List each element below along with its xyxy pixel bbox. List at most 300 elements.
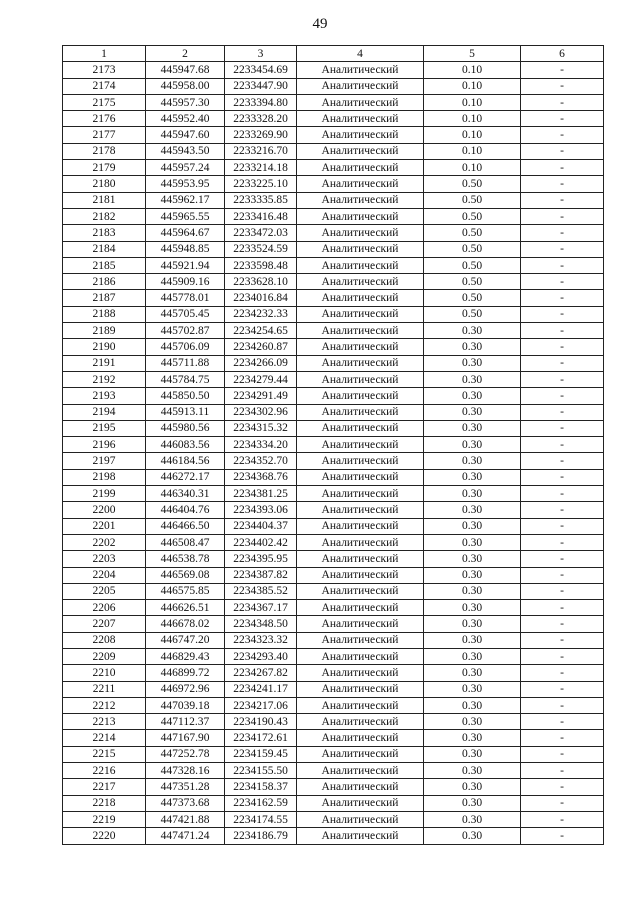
accuracy-cell: 0.30 [424, 453, 521, 469]
y-coordinate-cell: 2234172.61 [225, 730, 297, 746]
x-coordinate-cell: 447471.24 [146, 828, 225, 844]
accuracy-cell: 0.50 [424, 208, 521, 224]
y-coordinate-cell: 2234352.70 [225, 453, 297, 469]
table-row [63, 208, 604, 224]
accuracy-cell: 0.30 [424, 371, 521, 387]
y-coordinate-cell: 2234232.33 [225, 306, 297, 322]
method-cell: Аналитический [297, 257, 424, 273]
table-row [63, 632, 604, 648]
method-cell: Аналитический [297, 225, 424, 241]
note-cell: - [521, 714, 604, 730]
note-cell: - [521, 192, 604, 208]
y-coordinate-cell: 2234381.25 [225, 486, 297, 502]
table-row [63, 583, 604, 599]
x-coordinate-cell: 445711.88 [146, 355, 225, 371]
point-number-cell: 2174 [63, 78, 146, 94]
point-number-cell: 2196 [63, 437, 146, 453]
note-cell: - [521, 290, 604, 306]
y-coordinate-cell: 2233447.90 [225, 78, 297, 94]
point-number-cell: 2173 [63, 62, 146, 78]
note-cell: - [521, 632, 604, 648]
table-row [63, 127, 604, 143]
x-coordinate-cell: 446678.02 [146, 616, 225, 632]
table-row [63, 225, 604, 241]
point-number-cell: 2198 [63, 469, 146, 485]
table-row [63, 763, 604, 779]
point-number-cell: 2202 [63, 534, 146, 550]
y-coordinate-cell: 2233328.20 [225, 111, 297, 127]
method-cell: Аналитический [297, 290, 424, 306]
point-number-cell: 2212 [63, 697, 146, 713]
y-coordinate-cell: 2234393.06 [225, 502, 297, 518]
y-coordinate-cell: 2234162.59 [225, 795, 297, 811]
accuracy-cell: 0.30 [424, 420, 521, 436]
note-cell: - [521, 274, 604, 290]
table-row [63, 665, 604, 681]
method-cell: Аналитический [297, 697, 424, 713]
y-coordinate-cell: 2233335.85 [225, 192, 297, 208]
point-number-cell: 2177 [63, 127, 146, 143]
x-coordinate-cell: 446508.47 [146, 534, 225, 550]
note-cell: - [521, 665, 604, 681]
accuracy-cell: 0.10 [424, 94, 521, 110]
point-number-cell: 2181 [63, 192, 146, 208]
method-cell: Аналитический [297, 371, 424, 387]
accuracy-cell: 0.30 [424, 583, 521, 599]
point-number-cell: 2206 [63, 600, 146, 616]
table-row [63, 616, 604, 632]
y-coordinate-cell: 2234302.96 [225, 404, 297, 420]
y-coordinate-cell: 2233394.80 [225, 94, 297, 110]
x-coordinate-cell: 445948.85 [146, 241, 225, 257]
accuracy-cell: 0.50 [424, 274, 521, 290]
table-row [63, 714, 604, 730]
y-coordinate-cell: 2234241.17 [225, 681, 297, 697]
method-cell: Аналитический [297, 486, 424, 502]
y-coordinate-cell: 2233214.18 [225, 160, 297, 176]
method-cell: Аналитический [297, 192, 424, 208]
x-coordinate-cell: 447351.28 [146, 779, 225, 795]
table-row [63, 323, 604, 339]
table-row [63, 355, 604, 371]
table-header-row [63, 46, 604, 62]
x-coordinate-cell: 445953.95 [146, 176, 225, 192]
table-row [63, 534, 604, 550]
note-cell: - [521, 420, 604, 436]
x-coordinate-cell: 445778.01 [146, 290, 225, 306]
accuracy-cell: 0.30 [424, 648, 521, 664]
coordinates-table [62, 45, 604, 845]
table-row [63, 290, 604, 306]
point-number-cell: 2195 [63, 420, 146, 436]
y-coordinate-cell: 2234267.82 [225, 665, 297, 681]
point-number-cell: 2193 [63, 388, 146, 404]
point-number-cell: 2201 [63, 518, 146, 534]
note-cell: - [521, 730, 604, 746]
table-body [63, 62, 604, 844]
x-coordinate-cell: 446829.43 [146, 648, 225, 664]
x-coordinate-cell: 445965.55 [146, 208, 225, 224]
table-row [63, 339, 604, 355]
accuracy-cell: 0.30 [424, 828, 521, 844]
table-row [63, 143, 604, 159]
method-cell: Аналитический [297, 404, 424, 420]
note-cell: - [521, 453, 604, 469]
y-coordinate-cell: 2233225.10 [225, 176, 297, 192]
accuracy-cell: 0.30 [424, 632, 521, 648]
point-number-cell: 2208 [63, 632, 146, 648]
method-cell: Аналитический [297, 828, 424, 844]
x-coordinate-cell: 447039.18 [146, 697, 225, 713]
point-number-cell: 2179 [63, 160, 146, 176]
x-coordinate-cell: 445784.75 [146, 371, 225, 387]
table-row [63, 388, 604, 404]
note-cell: - [521, 567, 604, 583]
point-number-cell: 2189 [63, 323, 146, 339]
y-coordinate-cell: 2233454.69 [225, 62, 297, 78]
accuracy-cell: 0.50 [424, 257, 521, 273]
note-cell: - [521, 127, 604, 143]
note-cell: - [521, 160, 604, 176]
method-cell: Аналитический [297, 176, 424, 192]
y-coordinate-cell: 2234387.82 [225, 567, 297, 583]
y-coordinate-cell: 2234334.20 [225, 437, 297, 453]
method-cell: Аналитический [297, 583, 424, 599]
x-coordinate-cell: 445947.60 [146, 127, 225, 143]
point-number-cell: 2220 [63, 828, 146, 844]
point-number-cell: 2209 [63, 648, 146, 664]
note-cell: - [521, 811, 604, 827]
x-coordinate-cell: 445980.56 [146, 420, 225, 436]
note-cell: - [521, 62, 604, 78]
y-coordinate-cell: 2234016.84 [225, 290, 297, 306]
point-number-cell: 2204 [63, 567, 146, 583]
method-cell: Аналитический [297, 127, 424, 143]
point-number-cell: 2184 [63, 241, 146, 257]
table-row [63, 600, 604, 616]
method-cell: Аналитический [297, 551, 424, 567]
method-cell: Аналитический [297, 62, 424, 78]
column-header: 3 [225, 46, 297, 62]
y-coordinate-cell: 2233269.90 [225, 127, 297, 143]
note-cell: - [521, 388, 604, 404]
method-cell: Аналитический [297, 665, 424, 681]
table-row [63, 453, 604, 469]
x-coordinate-cell: 446340.31 [146, 486, 225, 502]
point-number-cell: 2211 [63, 681, 146, 697]
accuracy-cell: 0.10 [424, 143, 521, 159]
table-row [63, 94, 604, 110]
note-cell: - [521, 94, 604, 110]
point-number-cell: 2182 [63, 208, 146, 224]
x-coordinate-cell: 445921.94 [146, 257, 225, 273]
y-coordinate-cell: 2233416.48 [225, 208, 297, 224]
method-cell: Аналитический [297, 453, 424, 469]
note-cell: - [521, 111, 604, 127]
accuracy-cell: 0.50 [424, 290, 521, 306]
page-number: 49 [312, 16, 328, 32]
table-row [63, 795, 604, 811]
y-coordinate-cell: 2234404.37 [225, 518, 297, 534]
point-number-cell: 2219 [63, 811, 146, 827]
table-row [63, 502, 604, 518]
note-cell: - [521, 355, 604, 371]
point-number-cell: 2210 [63, 665, 146, 681]
accuracy-cell: 0.30 [424, 469, 521, 485]
accuracy-cell: 0.30 [424, 486, 521, 502]
method-cell: Аналитический [297, 143, 424, 159]
table-row [63, 486, 604, 502]
x-coordinate-cell: 447252.78 [146, 746, 225, 762]
table-row [63, 828, 604, 844]
x-coordinate-cell: 446184.56 [146, 453, 225, 469]
x-coordinate-cell: 445947.68 [146, 62, 225, 78]
column-header: 6 [521, 46, 604, 62]
note-cell: - [521, 616, 604, 632]
note-cell: - [521, 518, 604, 534]
point-number-cell: 2190 [63, 339, 146, 355]
x-coordinate-cell: 447328.16 [146, 763, 225, 779]
column-header: 1 [63, 46, 146, 62]
method-cell: Аналитический [297, 795, 424, 811]
point-number-cell: 2216 [63, 763, 146, 779]
accuracy-cell: 0.10 [424, 62, 521, 78]
note-cell: - [521, 208, 604, 224]
point-number-cell: 2207 [63, 616, 146, 632]
method-cell: Аналитический [297, 518, 424, 534]
accuracy-cell: 0.30 [424, 746, 521, 762]
method-cell: Аналитический [297, 616, 424, 632]
accuracy-cell: 0.10 [424, 127, 521, 143]
accuracy-cell: 0.30 [424, 697, 521, 713]
table-row [63, 62, 604, 78]
point-number-cell: 2203 [63, 551, 146, 567]
y-coordinate-cell: 2234323.32 [225, 632, 297, 648]
y-coordinate-cell: 2234159.45 [225, 746, 297, 762]
x-coordinate-cell: 445957.24 [146, 160, 225, 176]
accuracy-cell: 0.30 [424, 437, 521, 453]
point-number-cell: 2218 [63, 795, 146, 811]
method-cell: Аналитический [297, 730, 424, 746]
y-coordinate-cell: 2234266.09 [225, 355, 297, 371]
point-number-cell: 2192 [63, 371, 146, 387]
x-coordinate-cell: 447112.37 [146, 714, 225, 730]
accuracy-cell: 0.50 [424, 192, 521, 208]
x-coordinate-cell: 445957.30 [146, 94, 225, 110]
method-cell: Аналитический [297, 111, 424, 127]
method-cell: Аналитический [297, 94, 424, 110]
table-row [63, 697, 604, 713]
accuracy-cell: 0.30 [424, 779, 521, 795]
note-cell: - [521, 404, 604, 420]
y-coordinate-cell: 2234315.32 [225, 420, 297, 436]
point-number-cell: 2199 [63, 486, 146, 502]
note-cell: - [521, 486, 604, 502]
y-coordinate-cell: 2234158.37 [225, 779, 297, 795]
y-coordinate-cell: 2234155.50 [225, 763, 297, 779]
x-coordinate-cell: 445850.50 [146, 388, 225, 404]
note-cell: - [521, 534, 604, 550]
note-cell: - [521, 143, 604, 159]
x-coordinate-cell: 447421.88 [146, 811, 225, 827]
x-coordinate-cell: 445702.87 [146, 323, 225, 339]
method-cell: Аналитический [297, 469, 424, 485]
column-header: 2 [146, 46, 225, 62]
y-coordinate-cell: 2234260.87 [225, 339, 297, 355]
method-cell: Аналитический [297, 600, 424, 616]
note-cell: - [521, 323, 604, 339]
accuracy-cell: 0.10 [424, 111, 521, 127]
point-number-cell: 2183 [63, 225, 146, 241]
table-row [63, 404, 604, 420]
y-coordinate-cell: 2234368.76 [225, 469, 297, 485]
point-number-cell: 2176 [63, 111, 146, 127]
y-coordinate-cell: 2234291.49 [225, 388, 297, 404]
x-coordinate-cell: 446626.51 [146, 600, 225, 616]
method-cell: Аналитический [297, 534, 424, 550]
table-row [63, 437, 604, 453]
method-cell: Аналитический [297, 208, 424, 224]
method-cell: Аналитический [297, 160, 424, 176]
y-coordinate-cell: 2234190.43 [225, 714, 297, 730]
point-number-cell: 2200 [63, 502, 146, 518]
point-number-cell: 2213 [63, 714, 146, 730]
method-cell: Аналитический [297, 779, 424, 795]
method-cell: Аналитический [297, 355, 424, 371]
method-cell: Аналитический [297, 648, 424, 664]
y-coordinate-cell: 2233628.10 [225, 274, 297, 290]
x-coordinate-cell: 446569.08 [146, 567, 225, 583]
table-row [63, 811, 604, 827]
accuracy-cell: 0.50 [424, 241, 521, 257]
accuracy-cell: 0.30 [424, 795, 521, 811]
x-coordinate-cell: 445909.16 [146, 274, 225, 290]
table-row [63, 648, 604, 664]
method-cell: Аналитический [297, 306, 424, 322]
x-coordinate-cell: 445952.40 [146, 111, 225, 127]
note-cell: - [521, 339, 604, 355]
y-coordinate-cell: 2234293.40 [225, 648, 297, 664]
table-row [63, 567, 604, 583]
accuracy-cell: 0.30 [424, 600, 521, 616]
x-coordinate-cell: 447373.68 [146, 795, 225, 811]
table-row [63, 78, 604, 94]
point-number-cell: 2186 [63, 274, 146, 290]
point-number-cell: 2188 [63, 306, 146, 322]
y-coordinate-cell: 2234385.52 [225, 583, 297, 599]
method-cell: Аналитический [297, 714, 424, 730]
x-coordinate-cell: 445913.11 [146, 404, 225, 420]
point-number-cell: 2175 [63, 94, 146, 110]
method-cell: Аналитический [297, 420, 424, 436]
accuracy-cell: 0.30 [424, 681, 521, 697]
y-coordinate-cell: 2234279.44 [225, 371, 297, 387]
note-cell: - [521, 241, 604, 257]
x-coordinate-cell: 445964.67 [146, 225, 225, 241]
method-cell: Аналитический [297, 632, 424, 648]
table-row [63, 160, 604, 176]
x-coordinate-cell: 446466.50 [146, 518, 225, 534]
note-cell: - [521, 648, 604, 664]
method-cell: Аналитический [297, 78, 424, 94]
y-coordinate-cell: 2234395.95 [225, 551, 297, 567]
table-row [63, 192, 604, 208]
table-row [63, 257, 604, 273]
x-coordinate-cell: 446404.76 [146, 502, 225, 518]
method-cell: Аналитический [297, 567, 424, 583]
accuracy-cell: 0.50 [424, 306, 521, 322]
accuracy-cell: 0.30 [424, 730, 521, 746]
x-coordinate-cell: 446272.17 [146, 469, 225, 485]
point-number-cell: 2194 [63, 404, 146, 420]
accuracy-cell: 0.30 [424, 567, 521, 583]
accuracy-cell: 0.30 [424, 534, 521, 550]
x-coordinate-cell: 446575.85 [146, 583, 225, 599]
note-cell: - [521, 502, 604, 518]
accuracy-cell: 0.10 [424, 78, 521, 94]
note-cell: - [521, 779, 604, 795]
table-row [63, 274, 604, 290]
table-row [63, 469, 604, 485]
y-coordinate-cell: 2234174.55 [225, 811, 297, 827]
y-coordinate-cell: 2234367.17 [225, 600, 297, 616]
accuracy-cell: 0.30 [424, 388, 521, 404]
point-number-cell: 2197 [63, 453, 146, 469]
y-coordinate-cell: 2234402.42 [225, 534, 297, 550]
accuracy-cell: 0.30 [424, 355, 521, 371]
column-header: 5 [424, 46, 521, 62]
point-number-cell: 2217 [63, 779, 146, 795]
method-cell: Аналитический [297, 241, 424, 257]
table-row [63, 241, 604, 257]
accuracy-cell: 0.30 [424, 551, 521, 567]
table-row [63, 730, 604, 746]
table-row [63, 371, 604, 387]
point-number-cell: 2178 [63, 143, 146, 159]
y-coordinate-cell: 2233472.03 [225, 225, 297, 241]
accuracy-cell: 0.50 [424, 225, 521, 241]
accuracy-cell: 0.30 [424, 339, 521, 355]
note-cell: - [521, 225, 604, 241]
note-cell: - [521, 176, 604, 192]
note-cell: - [521, 469, 604, 485]
x-coordinate-cell: 445958.00 [146, 78, 225, 94]
note-cell: - [521, 697, 604, 713]
x-coordinate-cell: 446899.72 [146, 665, 225, 681]
column-header: 4 [297, 46, 424, 62]
point-number-cell: 2187 [63, 290, 146, 306]
method-cell: Аналитический [297, 502, 424, 518]
point-number-cell: 2185 [63, 257, 146, 273]
method-cell: Аналитический [297, 681, 424, 697]
method-cell: Аналитический [297, 339, 424, 355]
y-coordinate-cell: 2234217.06 [225, 697, 297, 713]
note-cell: - [521, 763, 604, 779]
accuracy-cell: 0.30 [424, 763, 521, 779]
x-coordinate-cell: 446747.20 [146, 632, 225, 648]
accuracy-cell: 0.30 [424, 616, 521, 632]
y-coordinate-cell: 2234186.79 [225, 828, 297, 844]
note-cell: - [521, 257, 604, 273]
point-number-cell: 2191 [63, 355, 146, 371]
x-coordinate-cell: 447167.90 [146, 730, 225, 746]
accuracy-cell: 0.30 [424, 404, 521, 420]
note-cell: - [521, 306, 604, 322]
method-cell: Аналитический [297, 811, 424, 827]
y-coordinate-cell: 2234348.50 [225, 616, 297, 632]
accuracy-cell: 0.10 [424, 160, 521, 176]
method-cell: Аналитический [297, 763, 424, 779]
